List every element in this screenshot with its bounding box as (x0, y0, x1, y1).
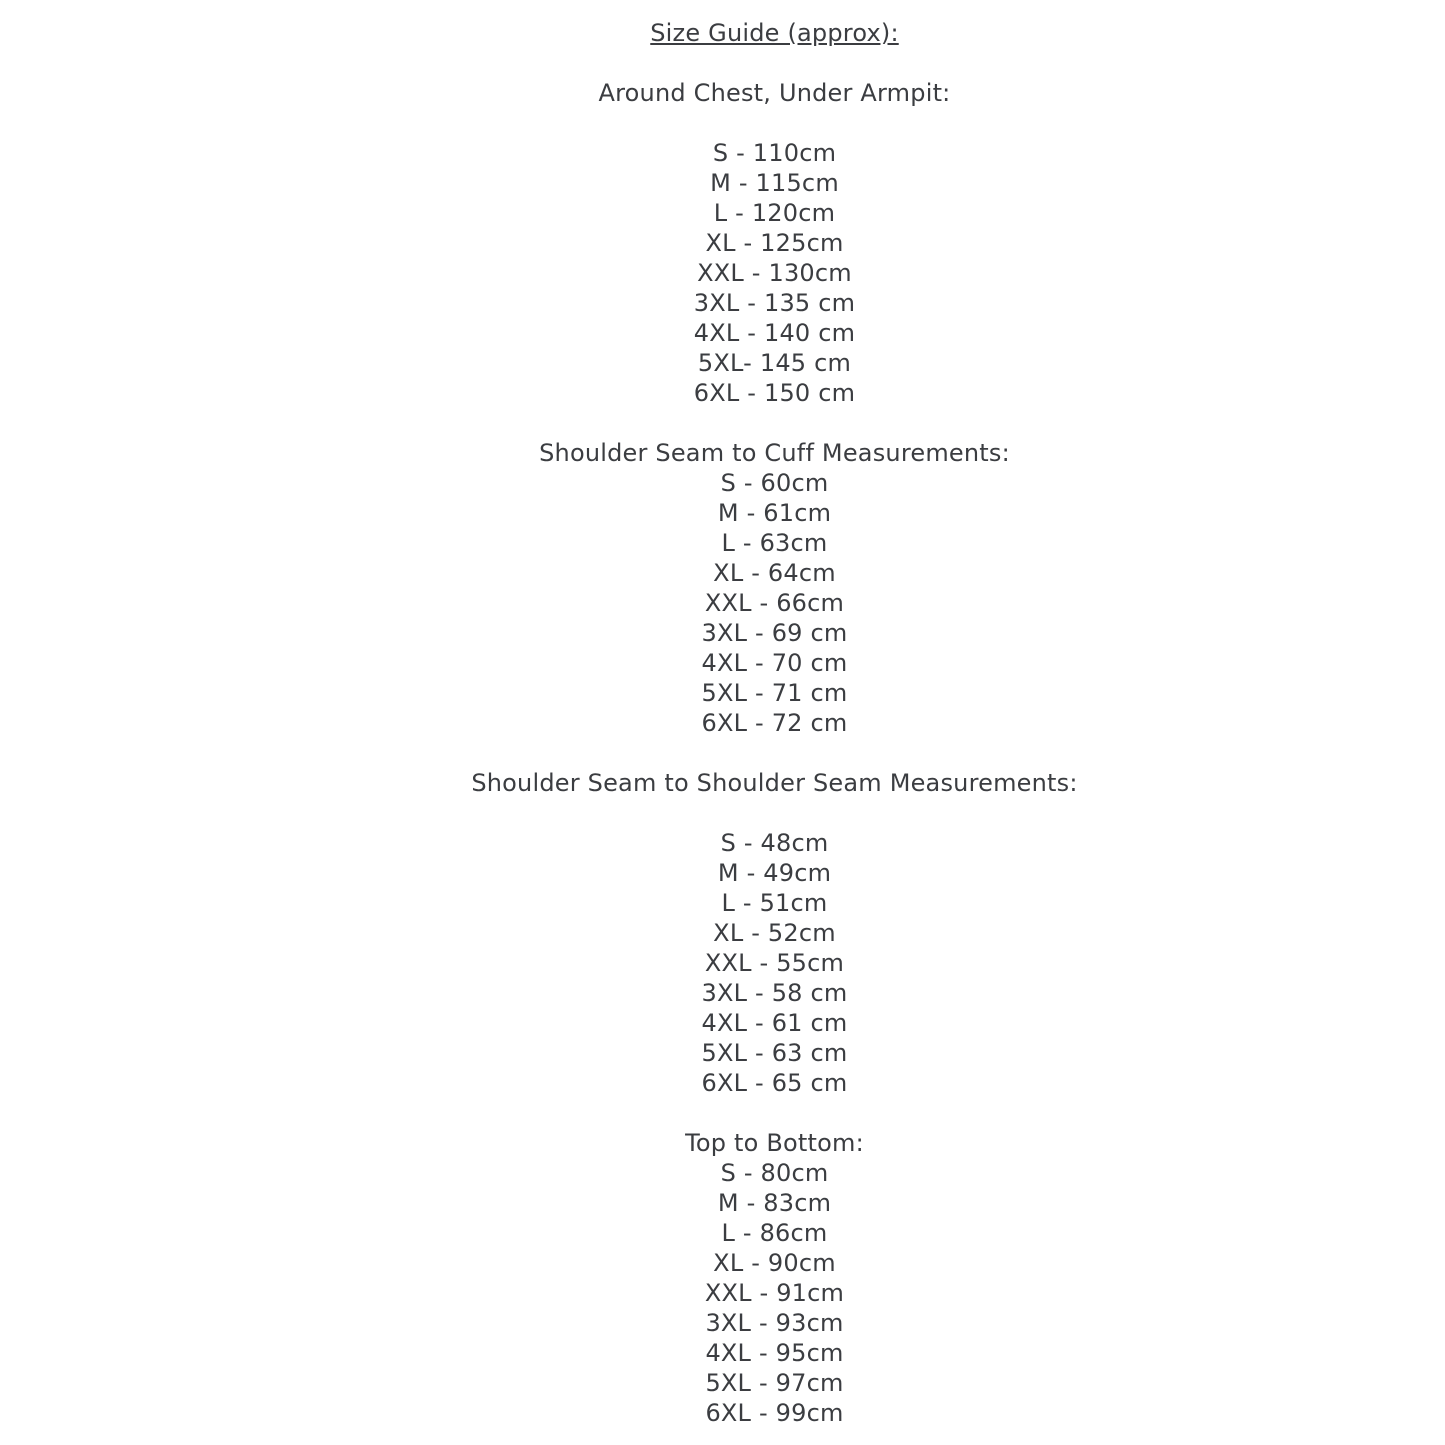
size-guide-title: Size Guide (approx): (650, 19, 899, 47)
size-line: 5XL- 145 cm (697, 349, 852, 377)
size-line: 5XL - 97cm (705, 1369, 844, 1397)
size-line: 6XL - 65 cm (701, 1069, 848, 1097)
size-line: 3XL - 69 cm (701, 619, 848, 647)
section-heading-shoulder-to-shoulder: Shoulder Seam to Shoulder Seam Measurements: (471, 769, 1078, 797)
size-line: S - 80cm (720, 1159, 829, 1187)
size-line: M - 49cm (717, 859, 832, 887)
size-line: 4XL - 140 cm (693, 319, 856, 347)
size-line: 6XL - 99cm (705, 1399, 844, 1427)
size-line: S - 48cm (720, 829, 829, 857)
size-line: 4XL - 95cm (705, 1339, 844, 1367)
size-line: L - 86cm (721, 1219, 828, 1247)
size-line: M - 115cm (710, 169, 839, 197)
section-heading-top-to-bottom: Top to Bottom: (685, 1129, 864, 1157)
size-line: S - 60cm (720, 469, 829, 497)
spacer (104, 48, 1445, 78)
size-line: 6XL - 150 cm (693, 379, 856, 407)
size-line: 3XL - 58 cm (701, 979, 848, 1007)
size-line: 5XL - 71 cm (701, 679, 848, 707)
size-guide-document (104, 18, 1445, 1428)
size-line: L - 51cm (721, 889, 828, 917)
size-line: L - 120cm (713, 199, 836, 227)
size-line: 4XL - 70 cm (701, 649, 848, 677)
spacer (104, 798, 1445, 828)
spacer (104, 408, 1445, 438)
section-heading-around-chest: Around Chest, Under Armpit: (598, 79, 951, 107)
size-line: M - 61cm (717, 499, 832, 527)
size-line: XXL - 55cm (704, 949, 845, 977)
size-line: 3XL - 135 cm (693, 289, 856, 317)
size-line: XXL - 130cm (697, 259, 852, 287)
size-line: XL - 90cm (713, 1249, 836, 1277)
size-line: XXL - 91cm (704, 1279, 845, 1307)
size-line: S - 110cm (712, 139, 837, 167)
spacer (104, 108, 1445, 138)
size-line: L - 63cm (721, 529, 828, 557)
spacer (104, 738, 1445, 768)
size-line: XXL - 66cm (704, 589, 845, 617)
size-line: 4XL - 61 cm (701, 1009, 848, 1037)
size-line: 5XL - 63 cm (701, 1039, 848, 1067)
section-heading-shoulder-to-cuff: Shoulder Seam to Cuff Measurements: (539, 439, 1010, 467)
size-line: 6XL - 72 cm (701, 709, 848, 737)
size-line: XL - 52cm (713, 919, 836, 947)
size-line: 3XL - 93cm (705, 1309, 844, 1337)
spacer (104, 1098, 1445, 1128)
size-line: M - 83cm (717, 1189, 832, 1217)
size-line: XL - 125cm (705, 229, 844, 257)
size-line: XL - 64cm (713, 559, 836, 587)
